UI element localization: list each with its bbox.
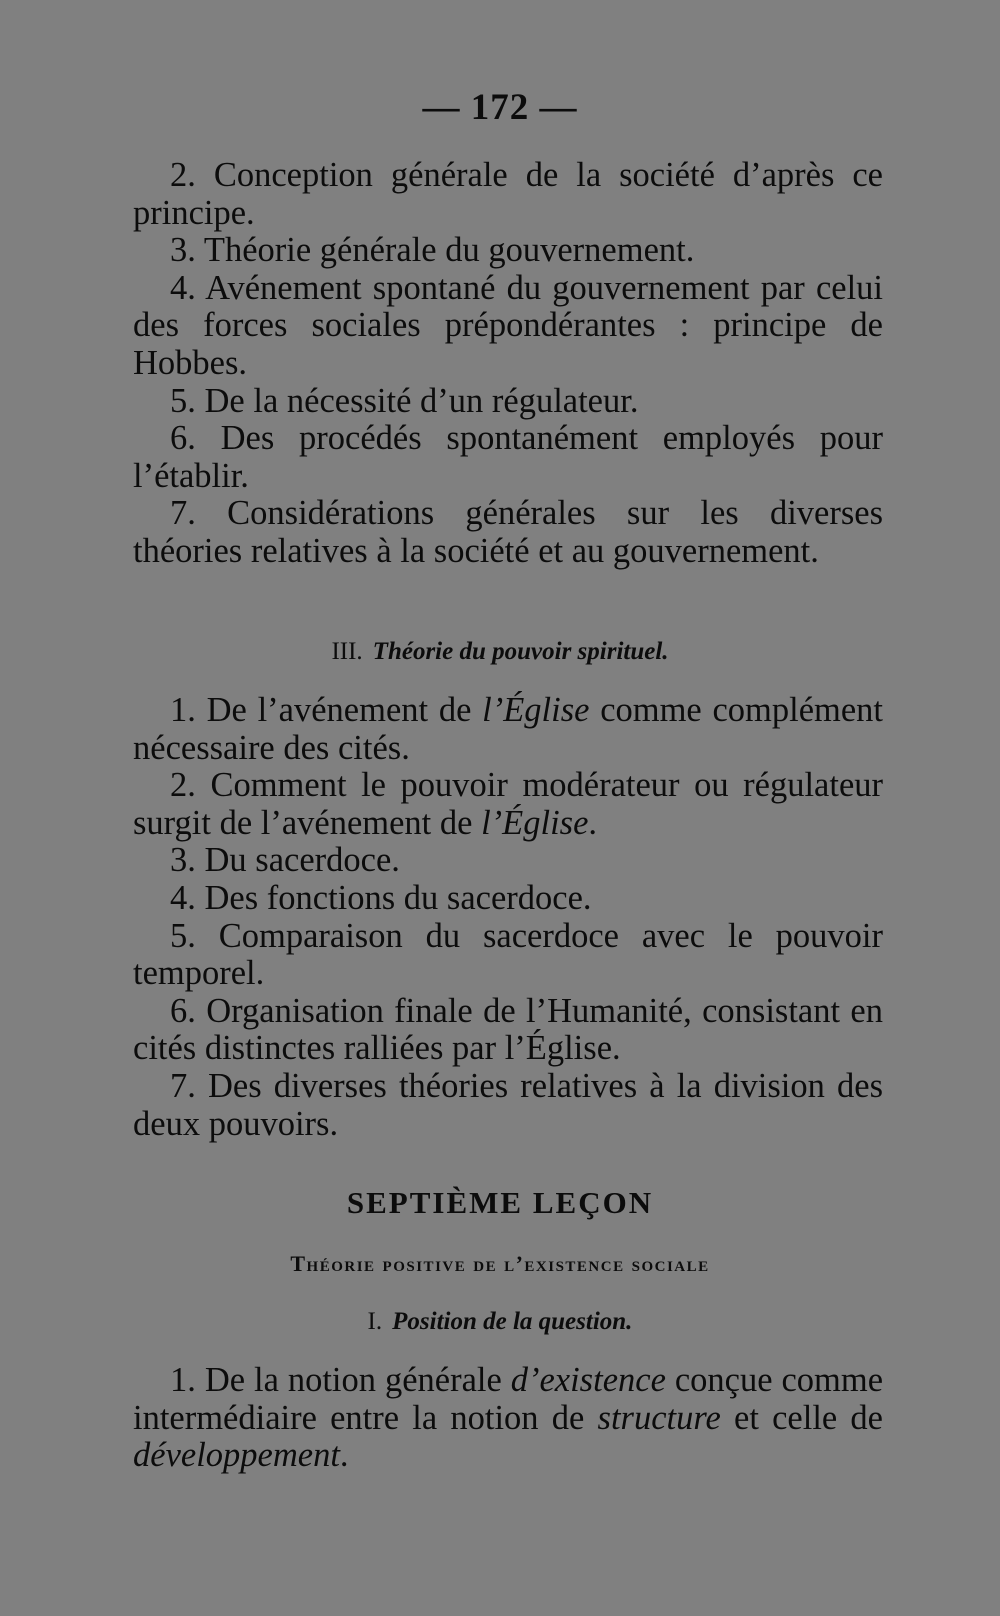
item-text: Des fonctions du sacerdoce.: [204, 878, 592, 917]
item-emphasis: l’Église: [481, 803, 589, 842]
item-text: Considérations générales sur les diverses théories relatives à la société et au gouvernement.: [133, 494, 884, 570]
list-item: [133, 918, 883, 993]
list-item: [133, 993, 883, 1068]
list-item: [133, 383, 883, 421]
section-heading-position: [0, 1307, 1000, 1337]
item-text-tail: comme complément nécessaire des cités.: [133, 691, 884, 767]
item-text: De la notion générale: [204, 1361, 511, 1399]
item-emphasis: d’existence: [510, 1361, 666, 1399]
item-number: 4.: [170, 878, 196, 917]
list-item: [133, 880, 883, 918]
item-number: 5.: [170, 916, 196, 955]
item-list-government: [133, 157, 883, 571]
list-item: [133, 842, 883, 880]
item-number: 1.: [170, 1361, 196, 1399]
section-title: Position de la question.: [392, 1308, 633, 1335]
item-list-spiritual-power: [133, 692, 883, 1143]
item-number: 3.: [170, 231, 196, 270]
page-number: — 172 —: [422, 87, 578, 128]
item-emphasis: l’Église: [482, 691, 590, 729]
item-number: 3.: [170, 841, 196, 880]
item-number: 1.: [170, 691, 196, 729]
section-numeral: I.: [367, 1308, 383, 1335]
item-text: Comparaison du sacerdoce avec le pouvoir temporel.: [133, 916, 883, 993]
item-text: Des procédés spontanément employés pour l’établir.: [133, 419, 884, 495]
item-number: 6.: [170, 419, 196, 458]
item-number: 4.: [170, 268, 196, 307]
item-text: Théorie générale du gouvernement.: [203, 231, 695, 270]
item-number: 2.: [170, 766, 196, 805]
list-item: [133, 270, 883, 383]
item-number: 5.: [170, 381, 196, 420]
item-text: Avénement spontané du gouvernement par celui des forces sociales prépondérantes : principe de Hobbes.: [133, 268, 883, 382]
item-text: Organisation finale de l’Humanité, consistant en cités distinctes ralliées par l’Église.: [133, 991, 883, 1068]
item-text: et celle de: [720, 1398, 883, 1437]
list-item: [133, 1068, 883, 1143]
item-number: 7.: [170, 494, 196, 533]
item-text: De la nécessité d’un régulateur.: [204, 381, 639, 420]
list-item: [133, 157, 883, 232]
item-text: De l’avénement de: [206, 691, 483, 729]
item-emphasis: structure: [597, 1398, 721, 1437]
section-heading-spiritual-power: [0, 637, 1000, 667]
item-emphasis: développement: [133, 1436, 340, 1475]
item-text: conçue comme intermédiaire entre la notion de: [133, 1361, 884, 1437]
item-number: 6.: [170, 991, 196, 1030]
item-text-tail: .: [588, 803, 598, 842]
list-item: [133, 767, 883, 842]
section-numeral: III.: [331, 638, 363, 665]
item-list-existence: [133, 1362, 883, 1475]
item-text: Du sacerdoce.: [204, 841, 400, 880]
item-text: Conception générale de la société d’après ce principe.: [133, 156, 883, 232]
lesson-title: SEPTIÈME LEÇON: [346, 1185, 654, 1220]
list-item: [133, 1362, 883, 1475]
item-text-tail: .: [339, 1436, 349, 1475]
lesson-subtitle: Théorie positive de l’existence sociale: [290, 1251, 710, 1276]
list-item: [133, 232, 883, 270]
item-text: Des diverses théories relatives à la division des deux pouvoirs.: [133, 1066, 884, 1143]
item-number: 2.: [170, 156, 196, 194]
list-item: [133, 420, 883, 495]
list-item: [133, 495, 883, 570]
item-text: Comment le pouvoir modérateur ou régulateur surgit de l’avénement de: [133, 766, 884, 842]
item-number: 7.: [170, 1066, 196, 1105]
section-title: Théorie du pouvoir spirituel.: [372, 638, 669, 665]
list-item: [133, 692, 883, 767]
